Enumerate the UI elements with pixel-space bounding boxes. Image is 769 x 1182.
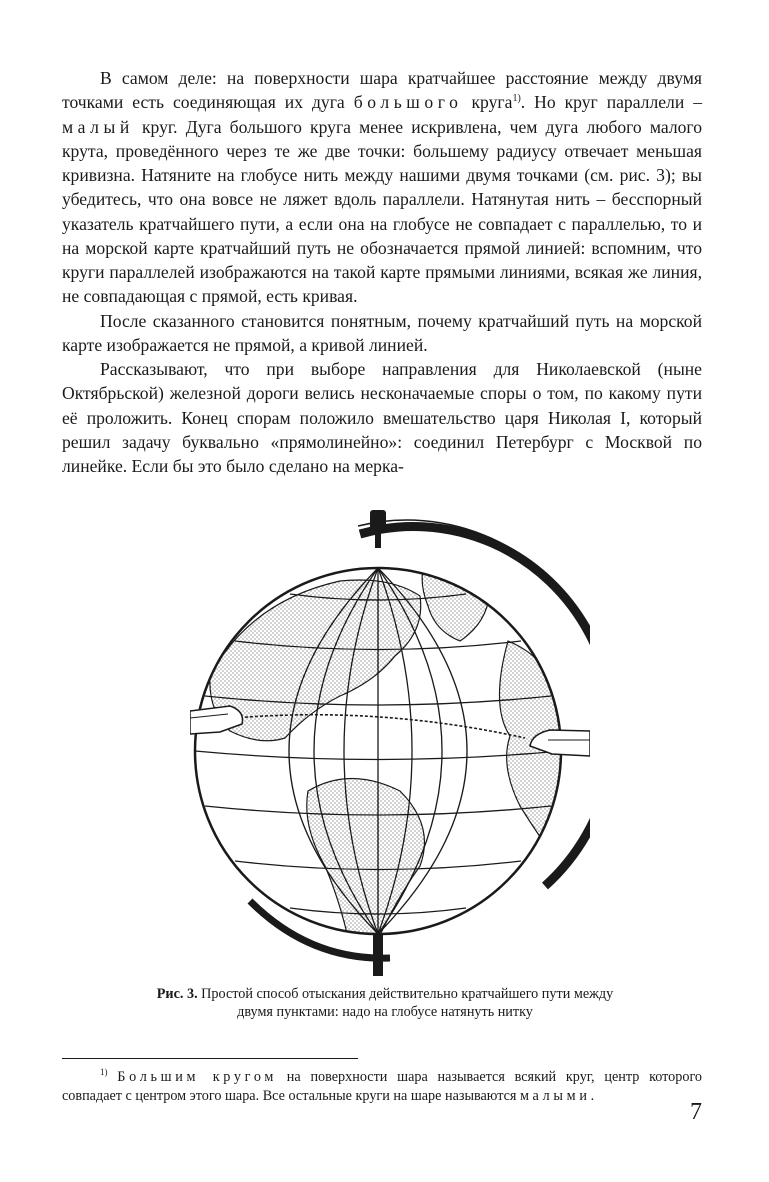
- paragraph-2: После сказанного становится понятным, почему кратчайший путь на морской карте изображается не прямой, а кривой линией.: [62, 310, 702, 355]
- footnote-paragraph: $^{1)}$ Большим кругом на поверхности шара называется всякий круг, центр которого совпадает с центром этого шара. Все остальные круги на шаре называются малыми.: [62, 1067, 703, 1104]
- paragraph-1: В самом деле: на поверхности шара кратчайшее расстояние между двумя точками есть соединяющая их дуга большого круга$^{1)}$. Но круг параллели – малый круг. Дуга большого круга менее искривлена, чем дуга любого малого крута, проведённого через те же две точки: большему радиусу отвечает меньшая кривизна. Натяните на глобусе нить между нашими двумя точками (см. рис. 3); вы убедитесь, что она вовсе не ляжет вдоль параллели. Натянутая нить – бесспорный указатель кратчайшего пути, а если она на глобусе не совпадает с параллелью, то и на морской карте кратчайший путь не обозначается прямой линией: вспомним, что круги параллелей изображаются на такой карте прямыми линиями, всякая же линия, не совпадающая с прямой, есть кривая.: [62, 68, 702, 307]
- globe-axis-cap: [370, 510, 386, 532]
- emphasis-big: большого: [353, 92, 463, 113]
- emphasis-small: малый: [62, 116, 134, 137]
- globe-illustration: [190, 506, 590, 976]
- footnote-reference[interactable]: 1): [512, 93, 521, 105]
- footnote-term-big: Большим кругом: [117, 1069, 278, 1085]
- footnote-divider: [62, 1058, 358, 1059]
- footnote-marker: 1): [100, 1067, 108, 1077]
- footnote-term-small: малыми: [519, 1088, 591, 1104]
- paragraph-3: Рассказывают, что при выборе направления для Николаевской (ныне Октябрьской) железной дороги велись несконачаемые споры о том, по какому пути её проложить. Конец спорам положило вмешательство царя Николая I, который решил задачу буквально «прямолинейно»: соединил Петербург с Москвой по линейке. Если бы это было сделано на мерка-: [62, 359, 702, 476]
- body-text: [62, 66, 702, 478]
- globe-figure: [190, 506, 590, 976]
- caption-text: Простой способ отыскания действительно кратчайшего пути между двумя пунктами: надо на глобусе натянуть нитку: [197, 986, 614, 1020]
- page-number: 7: [690, 1099, 702, 1125]
- caption-label: Рис. 3.: [156, 986, 198, 1002]
- footnote: [62, 1068, 702, 1106]
- figure-caption: [150, 985, 620, 1021]
